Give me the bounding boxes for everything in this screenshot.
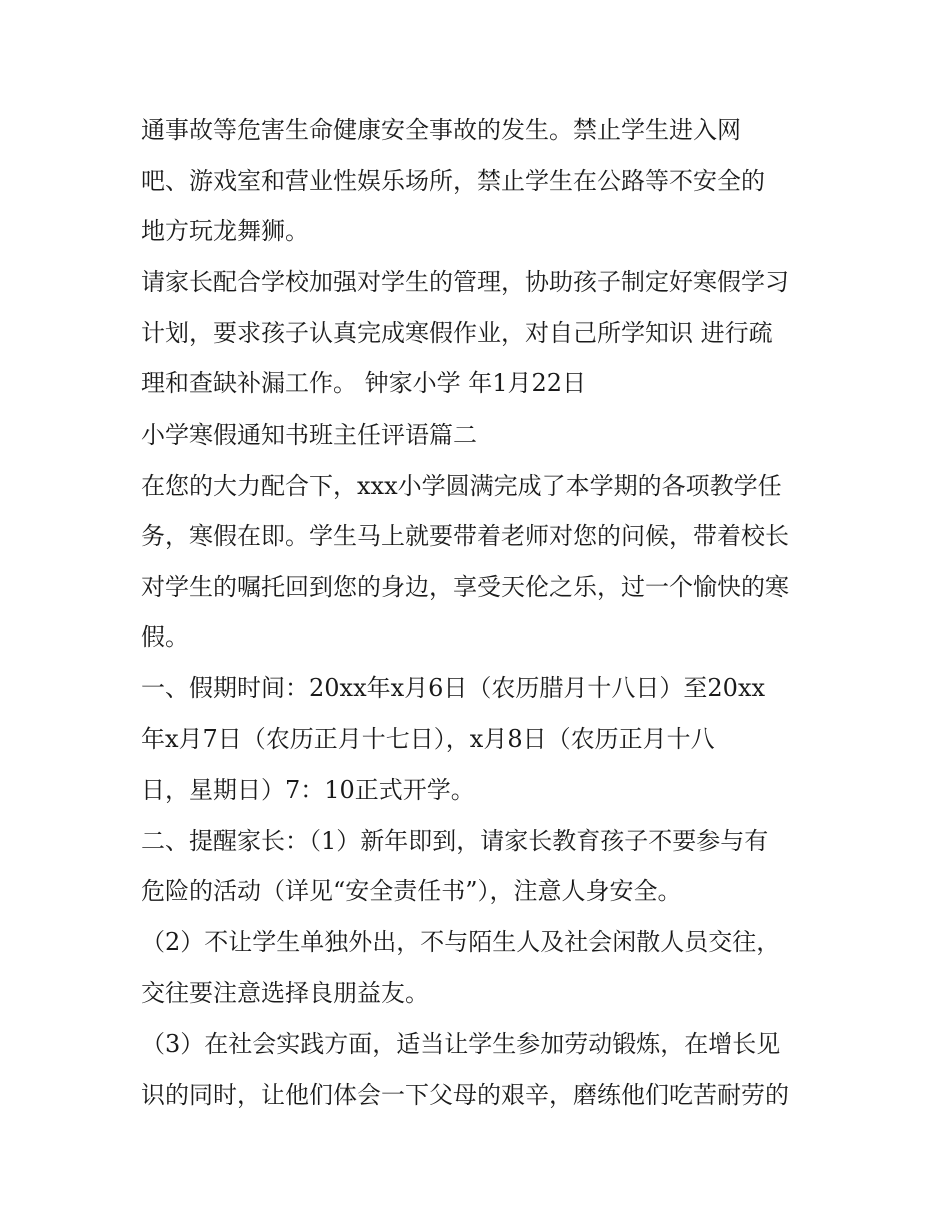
- text-line: 年x月7日（农历正月十七日），x月8日（农历正月十八: [141, 725, 715, 753]
- text-line: 识的同时，让他们体会一下父母的艰辛，磨练他们吃苦耐劳的: [141, 1081, 789, 1109]
- text-line: 危险的活动（详见“安全责任书”），注意人身安全。: [141, 877, 682, 905]
- text-line: 请家长配合学校加强对学生的管理，协助孩子制定好寒假学习: [141, 268, 789, 296]
- text-line: 在您的大力配合下，xxx小学圆满完成了本学期的各项教学任: [141, 472, 782, 500]
- text-line: 地方玩龙舞狮。: [141, 217, 309, 245]
- text-line: 务，寒假在即。学生马上就要带着老师对您的问候，带着校长: [141, 522, 789, 550]
- text-line: 一、假期时间：20xx年x月6日（农历腊月十八日）至20xx: [141, 674, 766, 702]
- text-line: 交往要注意选择良朋益友。: [141, 979, 429, 1007]
- text-line: 对学生的嘱托回到您的身边，享受天伦之乐，过一个愉快的寒: [141, 573, 789, 601]
- section-heading: 小学寒假通知书班主任评语篇二: [141, 421, 477, 449]
- text-line: （2）不让学生单独外出，不与陌生人及社会闲散人员交往，: [141, 928, 781, 956]
- text-line: （3）在社会实践方面，适当让学生参加劳动锻炼，在增长见: [141, 1030, 781, 1058]
- text-line: 二、提醒家长：（1）新年即到，请家长教育孩子不要参与有: [141, 827, 769, 855]
- text-line: 假。: [141, 623, 189, 651]
- text-line: 计划，要求孩子认真完成寒假作业，对自己所学知识 进行疏: [141, 319, 773, 347]
- text-line: 日，星期日）7：10正式开学。: [141, 776, 475, 804]
- text-line: 吧、游戏室和营业性娱乐场所，禁止学生在公路等不安全的: [141, 167, 765, 195]
- text-line: 通事故等危害生命健康安全事故的发生。禁止学生进入网: [141, 116, 741, 144]
- text-line: 理和查缺补漏工作。 钟家小学 年1月22日: [141, 369, 587, 397]
